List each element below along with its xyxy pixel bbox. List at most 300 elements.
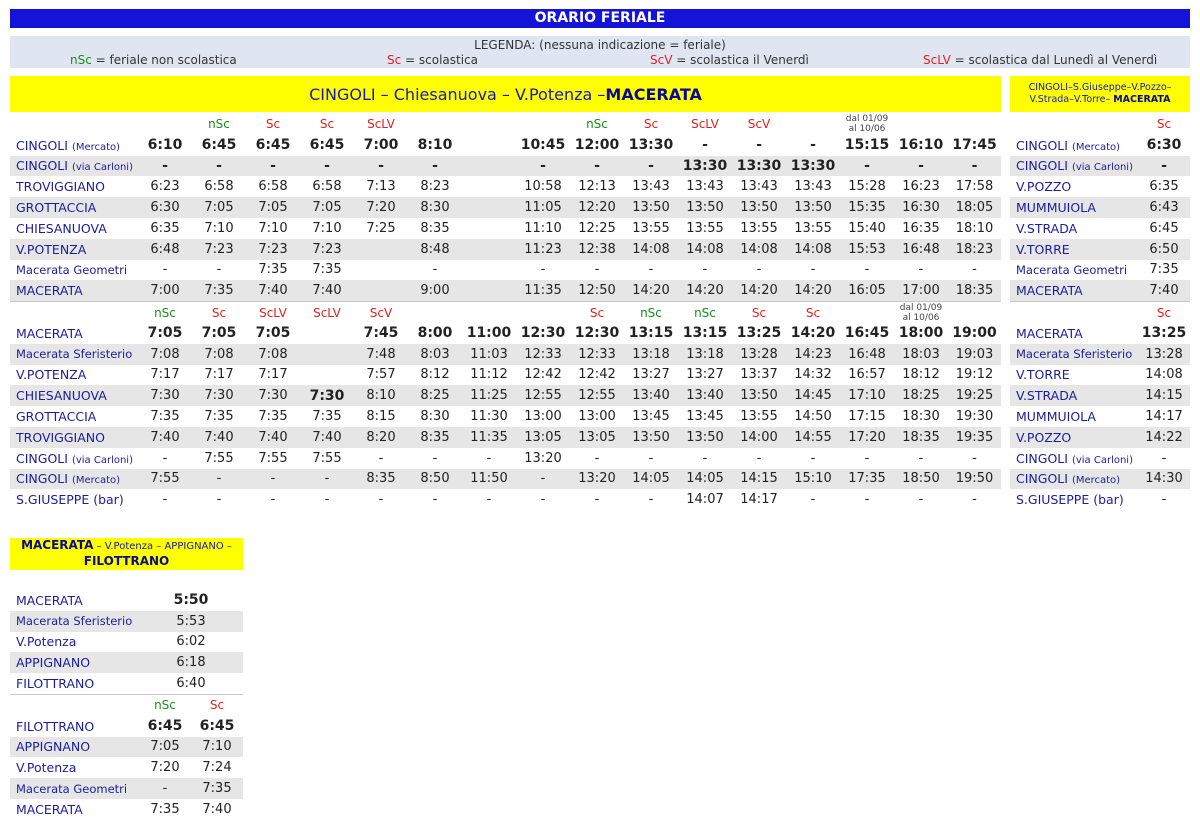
departure-time: 13:27	[686, 367, 724, 383]
service-codes-row	[10, 302, 1001, 323]
timetable-row	[10, 427, 1001, 448]
stop-name	[1010, 385, 1138, 406]
departure-time: -	[162, 492, 168, 508]
departure-time: 14:20	[786, 280, 840, 301]
stop-name	[10, 260, 138, 281]
timetable-row	[10, 280, 1001, 301]
departure-time: 13:45	[686, 409, 724, 425]
departure-time: 11:03	[462, 344, 516, 365]
departure-time: 13:30	[628, 137, 674, 154]
departure-time	[300, 323, 354, 344]
departure-time: 7:10	[258, 220, 288, 236]
departure-time: 14:20	[790, 325, 836, 342]
departure-time: 13:55	[686, 220, 724, 236]
departure-time: -	[354, 156, 408, 177]
stop-name	[10, 673, 139, 694]
service-code	[10, 302, 138, 323]
departure-time: 6:45	[1149, 220, 1179, 236]
timetable-row	[10, 673, 243, 694]
departure-time: -	[570, 156, 624, 177]
departure-time: -	[756, 137, 762, 154]
departure-time: 13:50	[678, 197, 732, 218]
stop-name	[10, 197, 138, 218]
timetable-row	[10, 260, 1001, 281]
stop-name	[10, 156, 138, 177]
stop-sublabel: (Mercato)	[1071, 141, 1121, 153]
departure-time: 6:48	[138, 239, 192, 260]
departure-time: 7:30	[138, 385, 192, 406]
timetable-row	[10, 197, 1001, 218]
stop-name	[1010, 469, 1138, 490]
timetable-row	[10, 611, 243, 632]
departure-time	[462, 280, 516, 301]
departure-time: 14:20	[624, 280, 678, 301]
departure-time: 7:55	[258, 450, 288, 466]
departure-time: -	[810, 137, 816, 154]
stop-label: GROTTACCIA	[16, 200, 97, 216]
stop-name	[10, 737, 139, 758]
departure-time: 8:30	[408, 197, 462, 218]
departure-time: 7:00	[138, 280, 192, 301]
service-codes-row	[10, 114, 1001, 135]
departure-time: 6:45	[199, 718, 235, 735]
departure-time: 13:28	[732, 344, 786, 365]
departure-time: 14:05	[624, 469, 678, 490]
departure-time: 17:10	[840, 385, 894, 406]
departure-time: 7:35	[1149, 262, 1179, 278]
stop-name	[10, 469, 138, 490]
departure-time: 18:50	[894, 469, 948, 490]
departure-time: -	[810, 492, 816, 508]
stop-label: APPIGNANO	[16, 739, 91, 755]
departure-time: 6:30	[138, 197, 192, 218]
departure-time: 6:45	[309, 137, 345, 154]
departure-time: 7:17	[150, 367, 180, 383]
departure-time: 13:50	[624, 427, 678, 448]
departure-time: 14:32	[794, 367, 832, 383]
departure-time: -	[594, 492, 600, 508]
departure-time: 7:48	[354, 344, 408, 365]
departure-time: -	[624, 156, 678, 177]
departure-time: 7:05	[255, 325, 291, 342]
schedule-banner: ORARIO FERIALE	[10, 9, 1190, 28]
service-code: Sc	[192, 302, 246, 323]
departure-time: 8:35	[408, 427, 462, 448]
departure-time: 16:57	[848, 367, 886, 383]
stop-label: V.POZZO	[1016, 179, 1072, 195]
departure-time: 13:37	[740, 367, 778, 383]
stop-name	[10, 778, 139, 799]
departure-time: 13:45	[632, 409, 670, 425]
departure-time: 13:18	[678, 344, 732, 365]
departure-time: 8:48	[408, 239, 462, 260]
service-code	[786, 114, 840, 135]
departure-time: 11:00	[466, 325, 512, 342]
departure-time: -	[378, 450, 384, 466]
departure-time: 18:10	[955, 220, 994, 236]
departure-time: 15:10	[786, 469, 840, 490]
stop-name	[10, 323, 138, 344]
service-code: Sc	[265, 117, 281, 132]
departure-time: 14:15	[1138, 385, 1190, 406]
service-code: ScV	[354, 302, 408, 323]
timetable-row	[10, 757, 243, 778]
validity-note-line: dal 01/09	[845, 114, 889, 125]
departure-time: 6:50	[1138, 239, 1190, 260]
departure-time: -	[972, 262, 977, 278]
stop-name	[10, 135, 138, 156]
departure-time: 12:55	[516, 385, 570, 406]
departure-time: 6:40	[176, 676, 206, 692]
departure-time: 7:08	[138, 344, 192, 365]
stop-label: V.POTENZA	[16, 367, 87, 383]
stop-label: V.TORRE	[1016, 367, 1070, 383]
departure-time	[354, 239, 408, 260]
departure-time: 6:23	[150, 179, 180, 195]
stop-name	[10, 590, 139, 611]
stop-label: MACERATA	[1016, 283, 1083, 299]
departure-time: -	[300, 156, 354, 177]
service-code	[840, 302, 894, 323]
departure-time: 18:00	[898, 325, 944, 342]
departure-time: 16:23	[902, 179, 940, 195]
departure-time: 13:30	[678, 156, 732, 177]
stop-label: MACERATA	[16, 801, 83, 817]
departure-time: 16:45	[844, 325, 890, 342]
stop-label: Macerata Geometri	[1016, 262, 1128, 277]
departure-time: 12:25	[578, 220, 616, 236]
stop-label: Macerata Geometri	[16, 781, 128, 796]
timetable-row	[10, 406, 1001, 427]
departure-time: 13:50	[624, 197, 678, 218]
departure-time: -	[432, 492, 438, 508]
validity-note-line: dal 01/09	[899, 302, 943, 313]
departure-time: 8:35	[420, 220, 450, 236]
departure-time: 13:30	[786, 156, 840, 177]
bottom-route-title: MACERATA – V.Potenza – APPIGNANO – FILOTTRANO	[10, 538, 243, 570]
main-route-title: CINGOLI – Chiesanuova – V.Potenza – MACERATA	[10, 76, 1001, 112]
departure-time: 7:35	[312, 262, 342, 278]
timetable-row	[1010, 260, 1190, 281]
timetable-row	[10, 448, 1001, 469]
stop-label: CINGOLI	[16, 137, 68, 153]
stop-name	[10, 632, 139, 653]
stop-name	[1010, 135, 1138, 156]
departure-time: 7:35	[150, 409, 180, 425]
service-code: ScV	[747, 117, 771, 132]
departure-time: 11:30	[470, 409, 508, 425]
departure-time	[462, 260, 516, 281]
stop-label: Macerata Sferisterio	[16, 614, 133, 629]
stop-label: APPIGNANO	[16, 655, 91, 671]
departure-time: 18:35	[894, 427, 948, 448]
departure-time: 7:55	[138, 469, 192, 490]
main-timetable-grid	[10, 114, 1001, 510]
stop-name	[1010, 344, 1138, 365]
departure-time: 13:50	[732, 385, 786, 406]
departure-time: 6:45	[255, 137, 291, 154]
departure-time: 17:00	[894, 280, 948, 301]
departure-time: 18:23	[948, 239, 1001, 260]
timetable-row	[10, 590, 243, 611]
departure-time: 7:35	[191, 778, 243, 799]
service-code: nSc	[208, 117, 230, 132]
departure-time: 7:40	[138, 427, 192, 448]
departure-time: 13:55	[794, 220, 832, 236]
departure-time: 6:58	[204, 179, 234, 195]
service-code: ScLV	[691, 117, 719, 132]
departure-time: 12:42	[578, 367, 616, 383]
departure-time: 14:07	[686, 492, 724, 508]
departure-time: -	[972, 450, 977, 466]
departure-time: -	[540, 492, 546, 508]
departure-time: 12:13	[578, 179, 616, 195]
departure-time	[354, 280, 408, 301]
departure-time: 6:30	[1146, 137, 1182, 154]
departure-time: 8:35	[354, 469, 408, 490]
departure-time: -	[1161, 492, 1167, 508]
departure-time: 17:45	[952, 137, 997, 154]
departure-time: -	[918, 450, 924, 466]
legend-item-sc: Sc = scolastica	[387, 53, 479, 67]
departure-time: 10:58	[524, 179, 562, 195]
departure-time: 16:05	[840, 280, 894, 301]
service-code: ScLV	[300, 302, 354, 323]
departure-time: 12:30	[520, 325, 566, 342]
departure-time: 16:48	[840, 344, 894, 365]
stop-name	[10, 757, 139, 778]
departure-time: 8:20	[354, 427, 408, 448]
departure-time: 13:25	[1141, 325, 1187, 342]
timetable-row	[1010, 280, 1190, 301]
departure-time: 11:35	[516, 280, 570, 301]
departure-time: 7:17	[204, 367, 234, 383]
departure-time: 7:40	[1138, 280, 1190, 301]
departure-time: -	[1138, 156, 1190, 177]
departure-time: 6:10	[147, 137, 183, 154]
stop-label: CINGOLI	[16, 471, 68, 487]
departure-time: -	[138, 156, 192, 177]
stop-label: GROTTACCIA	[16, 409, 97, 425]
service-code: Sc	[191, 694, 243, 715]
departure-time: -	[702, 262, 708, 278]
timetable-row	[1010, 448, 1190, 469]
departure-time: 7:17	[258, 367, 288, 383]
departure-time: -	[918, 492, 924, 508]
service-code-spacer	[1010, 302, 1138, 323]
departure-time: 13:43	[740, 179, 778, 195]
timetable-row	[1010, 344, 1190, 365]
departure-time: 14:00	[732, 427, 786, 448]
timetable-row	[10, 737, 243, 758]
timetable-row	[1010, 427, 1190, 448]
main-timetable	[10, 76, 1001, 510]
departure-time: 14:17	[740, 492, 778, 508]
departure-time: 19:50	[948, 469, 1001, 490]
stop-label: CHIESANUOVA	[16, 220, 107, 236]
departure-time: 13:05	[570, 427, 624, 448]
departure-time: -	[594, 450, 600, 466]
timetable-row	[1010, 197, 1190, 218]
departure-time: 14:22	[1138, 427, 1190, 448]
stop-label: V.POZZO	[1016, 429, 1072, 445]
service-code: Sc	[570, 302, 624, 323]
departure-time: 7:05	[201, 325, 237, 342]
departure-time: 17:15	[848, 409, 886, 425]
departure-time: 6:45	[201, 137, 237, 154]
service-code: nSc	[624, 302, 678, 323]
departure-time: 12:00	[574, 137, 620, 154]
departure-time: 14:08	[624, 239, 678, 260]
service-code: Sc	[786, 302, 840, 323]
service-code-spacer	[1010, 114, 1138, 135]
departure-time: 18:25	[894, 385, 948, 406]
legend-item-scv: ScV = scolastica il Venerdì	[650, 53, 809, 67]
departure-time: -	[756, 450, 762, 466]
timetable-row	[10, 385, 1001, 406]
departure-time: 14:08	[786, 239, 840, 260]
stop-name	[10, 280, 138, 301]
departure-time: -	[246, 156, 300, 177]
departure-time: 7:40	[202, 801, 232, 817]
stop-sublabel: (Mercato)	[1071, 475, 1121, 487]
right-route-title: CINGOLI–S.Giuseppe–V.Pozzo–V.Strada–V.Torre– MACERATA	[1010, 76, 1190, 112]
departure-time: 7:35	[204, 409, 234, 425]
departure-time: 12:33	[570, 344, 624, 365]
timetable-row	[10, 716, 243, 737]
timetable-row	[1010, 218, 1190, 239]
departure-time	[300, 365, 354, 386]
departure-time: 7:20	[354, 197, 408, 218]
departure-time: -	[810, 450, 816, 466]
timetable-row	[10, 778, 243, 799]
stop-name	[10, 799, 139, 820]
service-code: Sc	[643, 117, 659, 132]
stop-label: V.TORRE	[1016, 241, 1070, 257]
timetable-row	[10, 218, 1001, 239]
departure-time: -	[192, 469, 246, 490]
departure-time: 8:00	[417, 325, 453, 342]
departure-time: 16:35	[902, 220, 940, 236]
departure-time: -	[516, 156, 570, 177]
departure-time: -	[216, 492, 222, 508]
legend-item-sclv: ScLV = scolastica dal Lunedì al Venerdì	[923, 53, 1158, 67]
departure-time: 7:30	[246, 385, 300, 406]
validity-note-line: al 10/06	[902, 312, 940, 323]
timetable-row	[10, 323, 1001, 344]
departure-time: -	[432, 450, 438, 466]
timetable-row	[10, 239, 1001, 260]
departure-time: 14:50	[794, 409, 832, 425]
stop-name	[10, 385, 138, 406]
departure-time: -	[864, 492, 870, 508]
departure-time: 11:25	[462, 385, 516, 406]
departure-time: -	[1161, 450, 1167, 466]
departure-time: -	[840, 156, 894, 177]
departure-time: 7:35	[192, 280, 246, 301]
stop-label: MACERATA	[16, 325, 83, 341]
stop-name	[10, 716, 139, 737]
right-timetable-grid	[1010, 114, 1190, 510]
departure-time: 7:57	[366, 367, 396, 383]
departure-time: 7:05	[139, 737, 191, 758]
stop-name	[1010, 197, 1138, 218]
departure-time: 19:35	[948, 427, 1001, 448]
departure-time: 13:40	[624, 385, 678, 406]
departure-time: -	[486, 450, 492, 466]
stop-name	[10, 176, 138, 197]
departure-time: 13:27	[632, 367, 670, 383]
timetable-row	[1010, 489, 1190, 510]
service-code: ScLV	[246, 302, 300, 323]
departure-time: 13:20	[570, 469, 624, 490]
departure-time: 7:40	[192, 427, 246, 448]
stop-name	[1010, 156, 1138, 177]
departure-time: -	[162, 450, 168, 466]
departure-time: 8:50	[408, 469, 462, 490]
departure-time: 8:23	[420, 179, 450, 195]
departure-time: 7:35	[258, 409, 288, 425]
departure-time: -	[408, 156, 462, 177]
stop-label: V.POTENZA	[16, 241, 87, 257]
departure-time: 14:05	[678, 469, 732, 490]
stop-label: FILOTTRANO	[16, 676, 95, 692]
departure-time: 7:25	[366, 220, 396, 236]
stop-label: TROVIGGIANO	[16, 179, 105, 195]
timetable-row	[1010, 176, 1190, 197]
departure-time: 18:35	[948, 280, 1001, 301]
departure-time: 11:10	[524, 220, 562, 236]
departure-time: 17:58	[955, 179, 994, 195]
validity-note-line: al 10/06	[848, 124, 886, 135]
departure-time: 8:30	[420, 409, 450, 425]
departure-time: 7:40	[300, 427, 354, 448]
stop-label: S.GIUSEPPE (bar)	[16, 492, 124, 508]
departure-time: 13:30	[732, 156, 786, 177]
bottom-timetable	[10, 538, 243, 820]
departure-time: 13:55	[740, 220, 778, 236]
stop-sublabel: (Mercato)	[71, 141, 121, 153]
timetable-row	[1010, 135, 1190, 156]
service-code: Sc	[1138, 302, 1190, 323]
timetable-row	[10, 799, 243, 820]
service-code	[408, 302, 462, 323]
departure-time	[462, 218, 516, 239]
departure-time: 14:08	[1145, 367, 1183, 383]
stop-name	[10, 611, 139, 632]
departure-time: 14:45	[786, 385, 840, 406]
departure-time: 19:00	[952, 325, 997, 342]
departure-time: -	[246, 469, 300, 490]
stop-label: MACERATA	[16, 592, 83, 608]
departure-time: -	[948, 156, 1001, 177]
departure-time: 8:10	[417, 137, 453, 154]
departure-time: 7:05	[246, 197, 300, 218]
departure-time: 14:20	[678, 280, 732, 301]
stop-label: Macerata Sferisterio	[1016, 347, 1133, 362]
departure-time: 8:10	[354, 385, 408, 406]
departure-time: 13:55	[632, 220, 670, 236]
departure-time: 6:43	[1138, 197, 1190, 218]
departure-time: 17:35	[840, 469, 894, 490]
service-code	[462, 114, 516, 135]
stop-label: Macerata Sferisterio	[16, 347, 133, 362]
departure-time: 7:40	[300, 280, 354, 301]
departure-time: -	[192, 156, 246, 177]
departure-time: -	[648, 450, 654, 466]
departure-time: 14:17	[1145, 409, 1183, 425]
service-code: Sc	[1156, 117, 1172, 132]
